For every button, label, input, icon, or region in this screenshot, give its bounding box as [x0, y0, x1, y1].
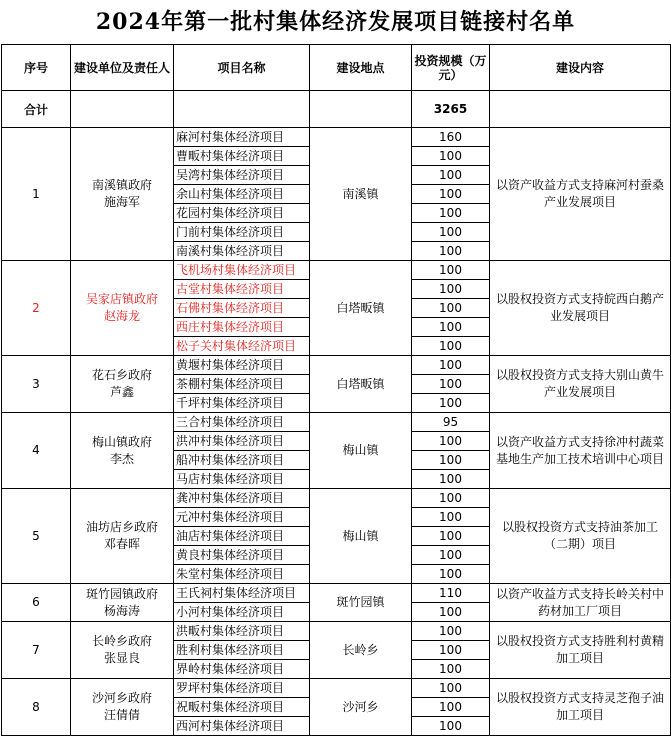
- project-amount: 100: [412, 489, 490, 508]
- project-name: 茶棚村集体经济项目: [174, 375, 310, 394]
- row-content: 以股权投资方式支持胜利村黄精加工项目: [490, 622, 671, 679]
- row-location: 斑竹园镇: [310, 584, 412, 622]
- project-name: 罗坪村集体经济项目: [174, 679, 310, 698]
- row-seq: 5: [2, 489, 71, 584]
- unit-name: 吴家店镇政府: [85, 292, 158, 306]
- row-content: 以资产收益方式支持徐冲村蔬菜基地生产加工技术培训中心项目: [490, 413, 671, 489]
- row-unit: [71, 128, 174, 261]
- header-unit: 建设单位及责任人: [71, 45, 174, 91]
- project-name: 马店村集体经济项目: [174, 470, 310, 489]
- project-amount: 100: [412, 527, 490, 546]
- table-row: [2, 584, 671, 603]
- header-seq: 序号: [2, 45, 71, 91]
- project-amount: 100: [412, 546, 490, 565]
- total-empty-cell: [174, 91, 310, 128]
- project-amount: 100: [412, 261, 490, 280]
- row-location: 梅山镇: [310, 413, 412, 489]
- row-unit: [71, 584, 174, 622]
- row-location: 梅山镇: [310, 489, 412, 584]
- unit-person: 张显良: [103, 651, 140, 665]
- total-row: [2, 91, 671, 128]
- row-unit: [71, 679, 174, 736]
- row-seq: 6: [2, 584, 71, 622]
- project-name: 千坪村集体经济项目: [174, 394, 310, 413]
- unit-name: 斑竹园镇政府: [85, 586, 158, 601]
- project-name: 南溪村集体经济项目: [174, 242, 310, 261]
- row-location: 沙河乡: [310, 679, 412, 736]
- project-amount: 100: [412, 717, 490, 736]
- table-row: [2, 489, 671, 508]
- project-amount: 100: [412, 242, 490, 261]
- project-name: 石佛村集体经济项目: [174, 299, 310, 318]
- row-location: 白塔畈镇: [310, 261, 412, 356]
- project-name: 门前村集体经济项目: [174, 223, 310, 242]
- project-amount: 100: [412, 166, 490, 185]
- unit-name: 长岭乡政府: [91, 634, 152, 648]
- project-amount: 95: [412, 413, 490, 432]
- project-amount: 100: [412, 394, 490, 413]
- project-name: 元冲村集体经济项目: [174, 508, 310, 527]
- row-unit: [71, 489, 174, 584]
- project-amount: 100: [412, 147, 490, 166]
- project-name: 三合村集体经济项目: [174, 413, 310, 432]
- project-amount: 100: [412, 508, 490, 527]
- project-amount: 100: [412, 451, 490, 470]
- project-name: 界岭村集体经济项目: [174, 660, 310, 679]
- project-amount: 110: [412, 584, 490, 603]
- unit-person: 汪倩倩: [103, 708, 140, 722]
- unit-name: 南溪镇政府: [91, 178, 152, 192]
- row-unit: [71, 413, 174, 489]
- project-name: 黄良村集体经济项目: [174, 546, 310, 565]
- table-row: [2, 413, 671, 432]
- project-amount: 100: [412, 622, 490, 641]
- row-content: 以股权投资方式支持大别山黄牛产业发展项目: [490, 356, 671, 413]
- row-content: 以股权投资方式支持油茶加工（二期）项目: [490, 489, 671, 584]
- project-name: 黄堰村集体经济项目: [174, 356, 310, 375]
- project-name: 王氏祠村集体经济项目: [174, 584, 310, 603]
- row-seq: 3: [2, 356, 71, 413]
- row-seq: 4: [2, 413, 71, 489]
- unit-person: 赵海龙: [103, 309, 140, 323]
- row-seq: 7: [2, 622, 71, 679]
- project-name: 朱堂村集体经济项目: [174, 565, 310, 584]
- project-name: 曹畈村集体经济项目: [174, 147, 310, 166]
- project-amount: 100: [412, 641, 490, 660]
- unit-person: 杨海涛: [103, 603, 140, 618]
- header-row: [2, 45, 671, 91]
- document-title: 2024年第一批村集体经济发展项目链接村名单: [95, 9, 576, 35]
- table-row: [2, 356, 671, 375]
- table-row: [2, 261, 671, 280]
- project-name: 油店村集体经济项目: [174, 527, 310, 546]
- project-amount: 100: [412, 375, 490, 394]
- unit-name: 梅山镇政府: [91, 434, 152, 449]
- project-amount: 100: [412, 280, 490, 299]
- project-name: 松子关村集体经济项目: [174, 337, 310, 356]
- project-amount: 100: [412, 185, 490, 204]
- unit-person: 李杰: [109, 451, 134, 466]
- table-row: [2, 622, 671, 641]
- project-amount: 100: [412, 318, 490, 337]
- row-unit: [71, 622, 174, 679]
- header-project: 项目名称: [174, 45, 310, 91]
- row-seq: 2: [2, 261, 71, 356]
- project-amount: 100: [412, 565, 490, 584]
- project-amount: 100: [412, 337, 490, 356]
- project-name: 洪畈村集体经济项目: [174, 622, 310, 641]
- project-amount: 100: [412, 356, 490, 375]
- project-name: 余山村集体经济项目: [174, 185, 310, 204]
- header-location: 建设地点: [310, 45, 412, 91]
- row-unit: [71, 261, 174, 356]
- header-content: 建设内容: [490, 45, 671, 91]
- row-content: 以股权投资方式支持灵芝孢子油加工项目: [490, 679, 671, 736]
- unit-name: 油坊店乡政府: [85, 520, 158, 534]
- row-location: 长岭乡: [310, 622, 412, 679]
- row-content: 以股权投资方式支持皖西白鹅产业发展项目: [490, 261, 671, 356]
- project-amount: 100: [412, 470, 490, 489]
- project-amount: 100: [412, 204, 490, 223]
- unit-person: 施海军: [103, 195, 140, 209]
- project-amount: 100: [412, 679, 490, 698]
- project-name: 西河村集体经济项目: [174, 717, 310, 736]
- row-seq: 8: [2, 679, 71, 736]
- project-name: 船冲村集体经济项目: [174, 451, 310, 470]
- project-name: 麻河村集体经济项目: [174, 128, 310, 147]
- table-body: [2, 91, 671, 736]
- row-content: 以资产收益方式支持长岭关村中药材加工厂项目: [490, 584, 671, 622]
- project-name: 西庄村集体经济项目: [174, 318, 310, 337]
- unit-name: 沙河乡政府: [91, 691, 152, 705]
- row-location: 南溪镇: [310, 128, 412, 261]
- unit-person: 芦鑫: [109, 385, 134, 399]
- row-location: 白塔畈镇: [310, 356, 412, 413]
- table-row: [2, 679, 671, 698]
- project-amount: 160: [412, 128, 490, 147]
- project-amount: 100: [412, 603, 490, 622]
- project-name: 洪冲村集体经济项目: [174, 432, 310, 451]
- project-name: 祝畈村集体经济项目: [174, 698, 310, 717]
- project-amount: 100: [412, 432, 490, 451]
- project-amount: 100: [412, 698, 490, 717]
- project-name: 龚冲村集体经济项目: [174, 489, 310, 508]
- project-name: 古堂村集体经济项目: [174, 280, 310, 299]
- project-name: 小河村集体经济项目: [174, 603, 310, 622]
- project-amount: 100: [412, 223, 490, 242]
- row-seq: 1: [2, 128, 71, 261]
- row-content: 以资产收益方式支持麻河村蚕桑产业发展项目: [490, 128, 671, 261]
- total-empty-cell: [490, 91, 671, 128]
- project-amount: 100: [412, 660, 490, 679]
- project-name: 吴湾村集体经济项目: [174, 166, 310, 185]
- unit-person: 邓春晖: [103, 537, 140, 551]
- project-table: [1, 44, 671, 736]
- project-name: 飞机场村集体经济项目: [174, 261, 310, 280]
- total-label: 合计: [2, 91, 71, 128]
- table-row: [2, 128, 671, 147]
- project-name: 胜利村集体经济项目: [174, 641, 310, 660]
- unit-name: 花石乡政府: [91, 368, 152, 382]
- total-empty-cell: [310, 91, 412, 128]
- total-value: 3265: [412, 91, 490, 128]
- header-investment: 投资规模（万元）: [412, 45, 490, 91]
- project-amount: 100: [412, 299, 490, 318]
- total-empty-cell: [71, 91, 174, 128]
- project-name: 花园村集体经济项目: [174, 204, 310, 223]
- row-unit: [71, 356, 174, 413]
